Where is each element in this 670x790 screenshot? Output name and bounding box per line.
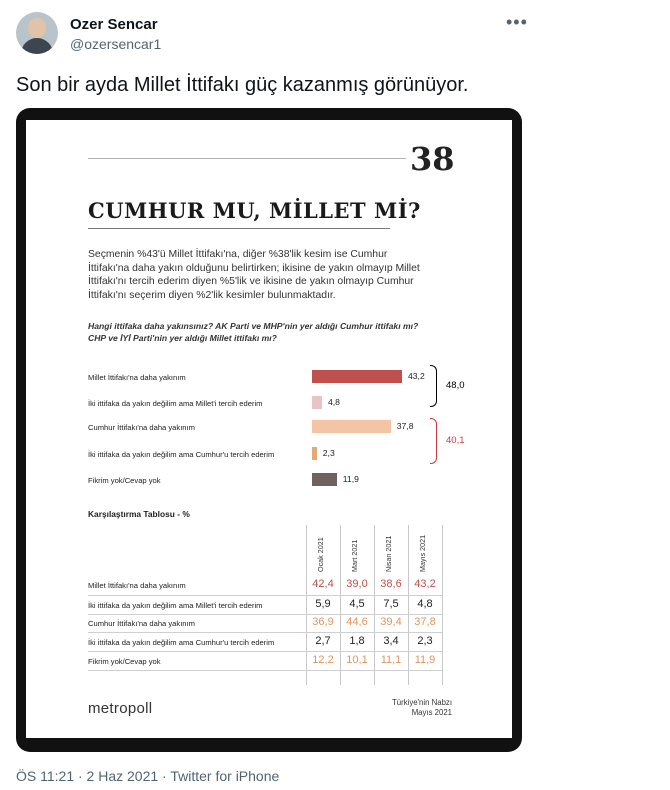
page-rule <box>88 158 406 159</box>
table-cell: 36,9 <box>312 616 334 628</box>
table-cell: 11,9 <box>414 654 436 666</box>
source-note <box>356 698 452 718</box>
table-cell: 3,4 <box>383 635 399 647</box>
summary-line: İttifakı'na daha yakın olduğunu belirtirken; ikisine de yakın olmayıp Millet <box>88 262 420 274</box>
source-line: Mayıs 2021 <box>411 708 452 717</box>
question-line: CHP ve İYİ Parti'nin yer aldığı Millet ittifakı mı? <box>88 333 277 343</box>
summary-line: İttifakı'nı tercih ederim diyen %5'lik ve ikisine de yakın olmayıp Cumhur <box>88 276 414 288</box>
table-rule <box>88 670 442 671</box>
bar-fikrim-yok <box>312 473 337 486</box>
table-cell: 2,7 <box>315 635 331 647</box>
bar-cumhur-yakin <box>312 420 391 433</box>
column-header: Mart 2021 <box>350 539 359 572</box>
cumhur-total-bracket <box>430 418 437 464</box>
table-rule <box>88 651 442 652</box>
bar-label: Millet İttifakı'na daha yakınım <box>88 373 186 382</box>
bar-label: Fikrim yok/Cevap yok <box>88 476 161 485</box>
question-line: Hangi ittifaka daha yakınsınız? AK Parti ve MHP'nin yer aldığı Cumhur ittifakı mı? <box>88 321 419 331</box>
table-rule <box>88 614 442 615</box>
table-cell: 39,4 <box>380 616 402 628</box>
avatar[interactable] <box>16 12 58 54</box>
column-header: Nisan 2021 <box>384 535 393 572</box>
table-rule <box>88 632 442 633</box>
table-cell: 44,6 <box>346 616 368 628</box>
table-cell: 12,2 <box>312 654 334 666</box>
summary-line: Seçmenin %43'ü Millet İttifakı'na, diğer %38'lik kesim ise Cumhur <box>88 249 388 260</box>
millet-total-label: 48,0 <box>446 380 465 391</box>
bar-cumhur-tercih <box>312 447 317 460</box>
more-icon[interactable]: ••• <box>506 12 528 32</box>
table-cell: 38,6 <box>380 578 402 590</box>
summary-line: İttifakı'nı seçerim diyen %2'lik kesimler bulunmaktadır. <box>88 290 336 302</box>
table-cell: 7,5 <box>383 598 399 610</box>
bar-label: İki ittifaka da yakın değilim ama Millet'i tercih ederim <box>88 399 263 408</box>
bar-label: İki ittifaka da yakın değilim ama Cumhur'u tercih ederim <box>88 450 275 459</box>
bar-value-label: 2,3 <box>322 448 335 458</box>
column-header: Ocak 2021 <box>316 537 325 572</box>
page-title: CUMHUR MU, MİLLET Mİ? <box>88 198 421 223</box>
table-cell: 10,1 <box>346 654 368 666</box>
bar-millet-tercih <box>312 396 322 409</box>
report-page <box>26 120 512 738</box>
table-cell: 5,9 <box>315 598 331 610</box>
table-cell: 43,2 <box>414 578 436 590</box>
row-label: Fikrim yok/Cevap yok <box>88 657 161 666</box>
table-cell: 42,4 <box>312 578 334 590</box>
bar-millet-yakin <box>312 370 402 383</box>
tweet-timestamp[interactable]: ÖS 11:21 · 2 Haz 2021 · Twitter for iPhone <box>16 768 280 784</box>
row-label: İki ittifaka da yakın değilim ama Millet'i tercih ederim <box>88 601 263 610</box>
row-label: Cumhur İttifakı'na daha yakınım <box>88 619 195 628</box>
row-label: Millet İttifakı'na daha yakınım <box>88 581 186 590</box>
table-cell: 11,1 <box>380 654 402 666</box>
table-rule <box>88 595 442 596</box>
metropoll-logo: metropoll <box>88 700 153 717</box>
source-line: Türkiye'nin Nabzı <box>392 698 452 707</box>
table-cell: 2,3 <box>417 635 433 647</box>
table-cell: 4,5 <box>349 598 365 610</box>
table-cell: 1,8 <box>349 635 365 647</box>
table-cell: 37,8 <box>414 616 436 628</box>
bar-value-label: 37,8 <box>396 421 414 431</box>
millet-total-bracket <box>430 365 437 407</box>
summary-paragraph <box>88 248 454 303</box>
table-cell: 4,8 <box>417 598 433 610</box>
table-cell: 39,0 <box>346 578 368 590</box>
bar-value-label: 11,9 <box>342 474 359 484</box>
table-divider <box>442 525 443 685</box>
author-name[interactable]: Ozer Sencar <box>70 16 158 33</box>
page-number: 38 <box>410 140 455 178</box>
avatar-face <box>28 18 46 38</box>
cumhur-total-label: 40,1 <box>446 435 465 446</box>
survey-question <box>88 320 498 344</box>
bar-value-label: 4,8 <box>328 397 340 407</box>
table-title: Karşılaştırma Tablosu - % <box>88 509 190 519</box>
bar-value-label: 43,2 <box>408 371 425 381</box>
row-label: İki ittifaka da yakın değilim ama Cumhur'u tercih ederim <box>88 638 275 647</box>
tweet-text: Son bir ayda Millet İttifakı güç kazanmış görünüyor. <box>16 74 469 96</box>
title-underline <box>88 228 390 229</box>
avatar-shoulders <box>21 38 53 54</box>
column-header: Mayıs 2021 <box>418 534 427 572</box>
author-handle[interactable]: @ozersencar1 <box>70 36 162 52</box>
bar-label: Cumhur İttifakı'na daha yakınım <box>88 423 195 432</box>
